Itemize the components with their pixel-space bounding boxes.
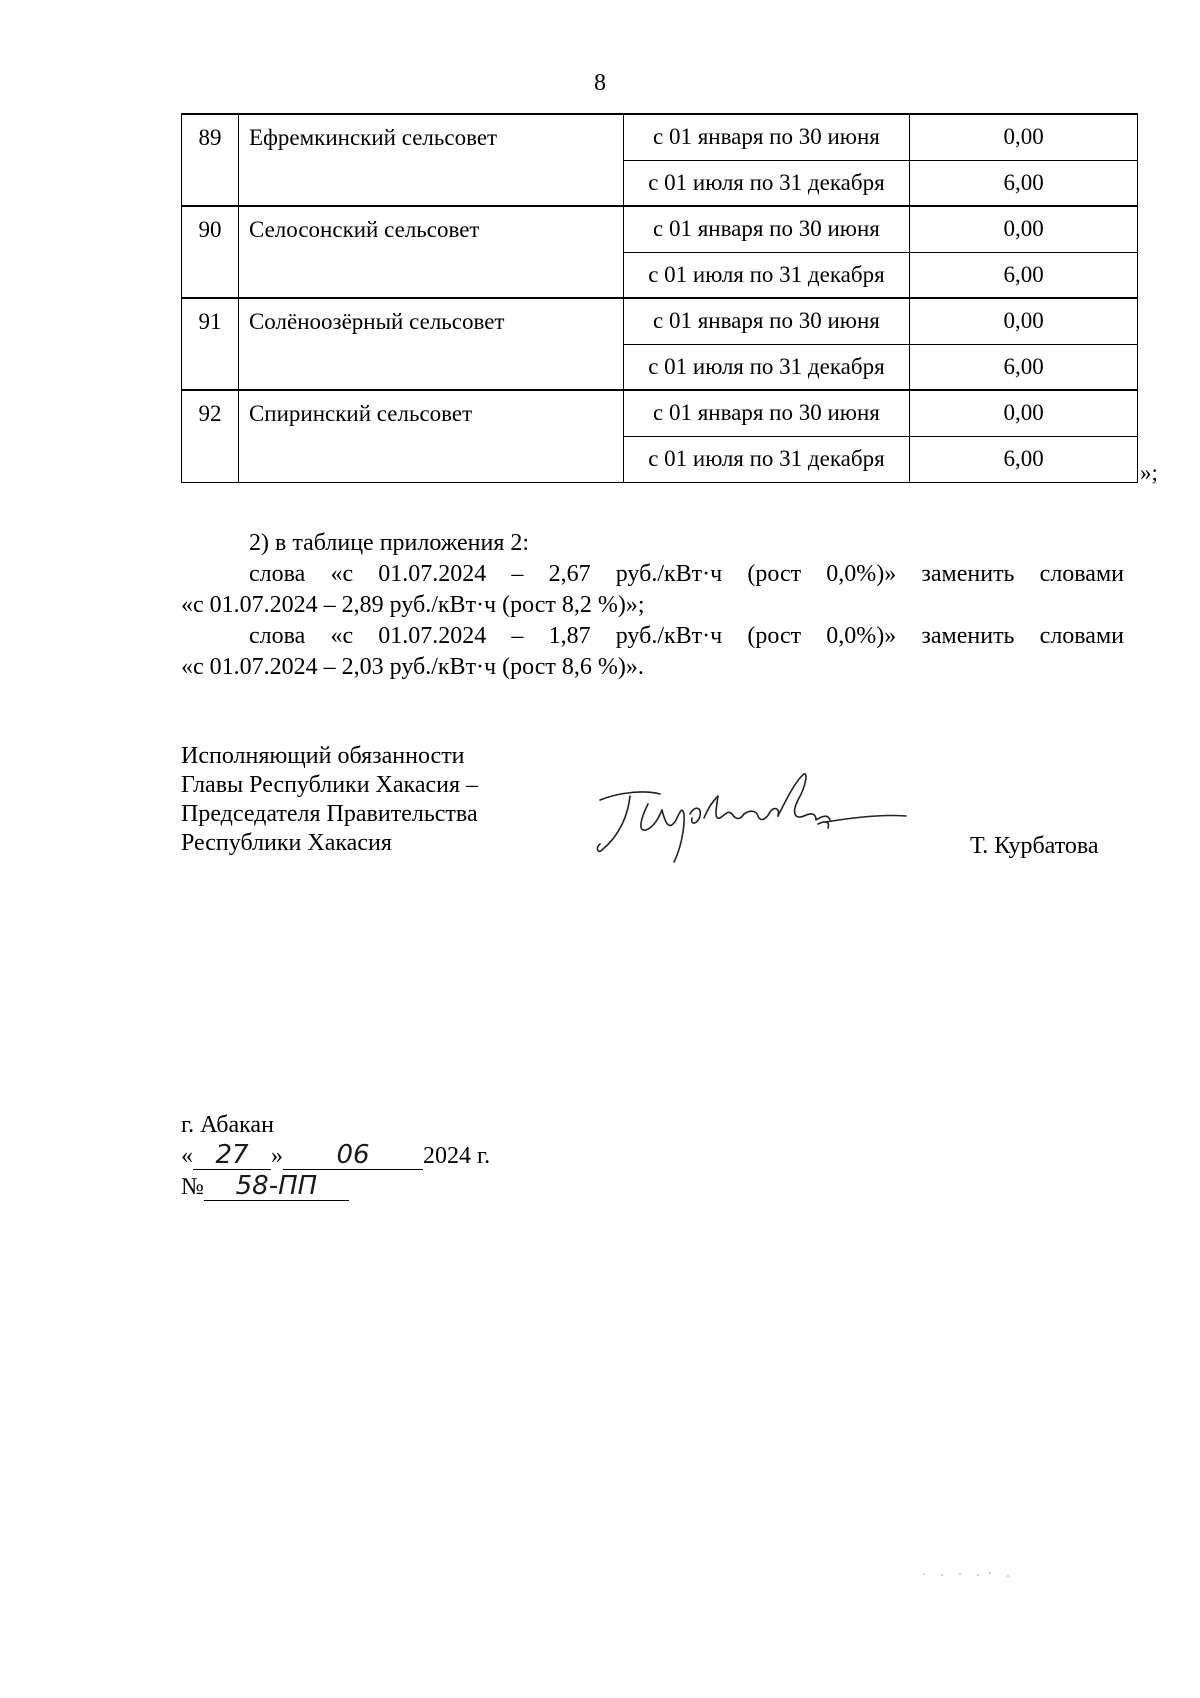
replacement-1-line-1: слова «с 01.07.2024 – 2,67 руб./кВт·ч (рост 0,0%)» заменить словами: [249, 561, 1124, 587]
row-number: 91: [182, 298, 239, 390]
signatory-title-line: Главы Республики Хакасия –: [181, 772, 479, 798]
date-quote-close: »: [271, 1143, 283, 1169]
replacement-2-line-1: слова «с 01.07.2024 – 1,87 руб./кВт·ч (рост 0,0%)» заменить словами: [249, 623, 1124, 649]
document-number-handwritten: 58-ПП: [204, 1172, 349, 1201]
value-cell: 0,00: [910, 390, 1138, 436]
period-cell: с 01 июля по 31 декабря: [623, 252, 910, 298]
value-cell: 6,00: [910, 252, 1138, 298]
council-name: Спиринский сельсовет: [238, 390, 623, 482]
period-cell: с 01 июля по 31 декабря: [623, 160, 910, 206]
amendment-text: [181, 528, 1124, 683]
item-heading: 2) в таблице приложения 2:: [249, 530, 530, 556]
row-number: 92: [182, 390, 239, 482]
council-name: Селосонский сельсовет: [238, 206, 623, 298]
page-number: 8: [594, 70, 606, 96]
date-day-handwritten: 27: [193, 1141, 271, 1170]
handwritten-signature: [590, 770, 910, 870]
replacement-1-line-2: «с 01.07.2024 – 2,89 руб./кВт·ч (рост 8,2 %)»;: [181, 592, 645, 618]
row-number: 89: [182, 114, 239, 206]
city-name: г. Абакан: [181, 1112, 274, 1138]
value-cell: 6,00: [910, 160, 1138, 206]
signatory-title-line: Республики Хакасия: [181, 830, 392, 856]
period-cell: с 01 января по 30 июня: [623, 206, 910, 252]
signatory-title-line: Исполняющий обязанности: [181, 743, 465, 769]
place-date-number: [181, 1110, 490, 1203]
signatory-name: Т. Курбатова: [970, 833, 1099, 859]
closing-quote-mark: »;: [1140, 460, 1158, 485]
date-year: 2024 г.: [423, 1143, 491, 1169]
table-row: [182, 206, 1138, 252]
value-cell: 6,00: [910, 344, 1138, 390]
council-name: Ефремкинский сельсовет: [238, 114, 623, 206]
value-cell: 6,00: [910, 436, 1138, 482]
period-cell: с 01 января по 30 июня: [623, 390, 910, 436]
document-number: [181, 1172, 490, 1203]
document-date: [181, 1141, 490, 1172]
period-cell: с 01 июля по 31 декабря: [623, 344, 910, 390]
row-number: 90: [182, 206, 239, 298]
date-quote-open: «: [181, 1143, 193, 1169]
replacement-2-line-2: «с 01.07.2024 – 2,03 руб./кВт·ч (рост 8,6 %)».: [181, 654, 644, 680]
period-cell: с 01 июля по 31 декабря: [623, 436, 910, 482]
period-cell: с 01 января по 30 июня: [623, 114, 910, 160]
tariff-table: [181, 113, 1138, 483]
period-cell: с 01 января по 30 июня: [623, 298, 910, 344]
council-name: Солёноозёрный сельсовет: [238, 298, 623, 390]
table-row: [182, 390, 1138, 436]
signatory-title-line: Председателя Правительства: [181, 801, 478, 827]
value-cell: 0,00: [910, 206, 1138, 252]
value-cell: 0,00: [910, 114, 1138, 160]
number-sign: №: [181, 1174, 204, 1200]
scan-artifact: [920, 1570, 1040, 1580]
signatory-title: [181, 742, 478, 858]
table-row: [182, 298, 1138, 344]
value-cell: 0,00: [910, 298, 1138, 344]
table-row: [182, 114, 1138, 160]
date-month-handwritten: 06: [283, 1141, 423, 1170]
